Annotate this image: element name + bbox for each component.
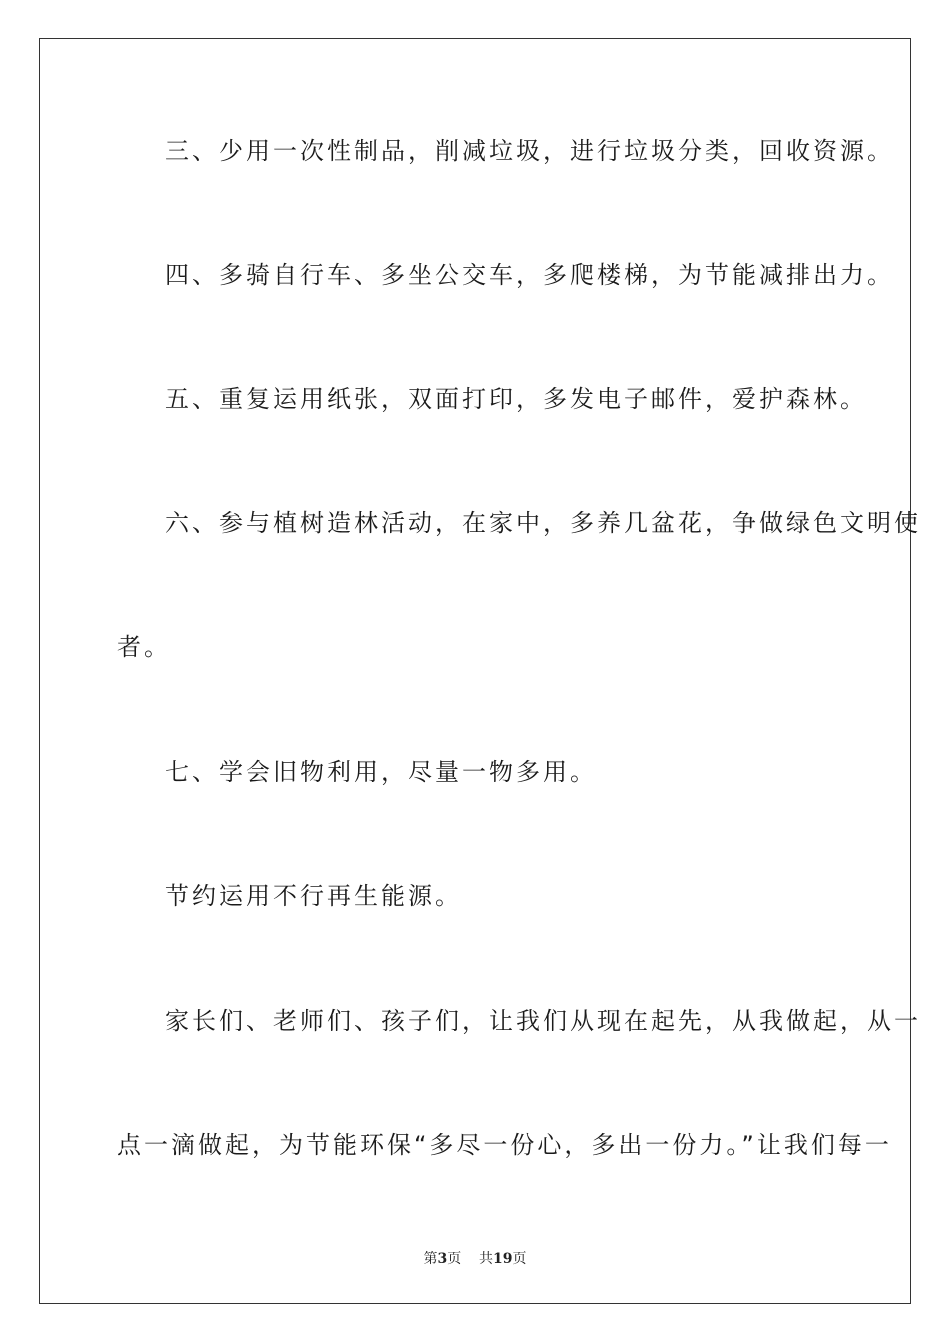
page-prefix: 第 bbox=[423, 1251, 438, 1267]
page-suffix: 页 bbox=[447, 1251, 462, 1267]
paragraph-line: 节约运用不行再生能源。 bbox=[165, 882, 462, 910]
paragraph-line: 家长们、老师们、孩子们，让我们从现在起先，从我做起，从一 bbox=[165, 1007, 921, 1035]
total-prefix: 共 bbox=[479, 1251, 494, 1267]
paragraph-line: 点一滴做起，为节能环保“多尽一份心，多出一份力。”让我们每一 bbox=[117, 1131, 892, 1159]
page-border bbox=[39, 38, 911, 1304]
current-page-number: 3 bbox=[437, 1251, 448, 1267]
paragraph-line: 七、学会旧物利用，尽量一物多用。 bbox=[165, 758, 597, 786]
paragraph-line: 六、参与植树造林活动，在家中，多养几盆花，争做绿色文明使 bbox=[165, 509, 921, 537]
page-footer bbox=[0, 1248, 950, 1268]
paragraph-line: 三、少用一次性制品，削减垃圾，进行垃圾分类，回收资源。 bbox=[165, 137, 894, 165]
paragraph-line: 四、多骑自行车、多坐公交车，多爬楼梯，为节能减排出力。 bbox=[165, 261, 894, 289]
paragraph-line: 者。 bbox=[117, 633, 171, 661]
total-suffix: 页 bbox=[512, 1251, 527, 1267]
total-page-count: 19 bbox=[493, 1251, 513, 1267]
paragraph-line: 五、重复运用纸张，双面打印，多发电子邮件，爱护森林。 bbox=[165, 385, 867, 413]
